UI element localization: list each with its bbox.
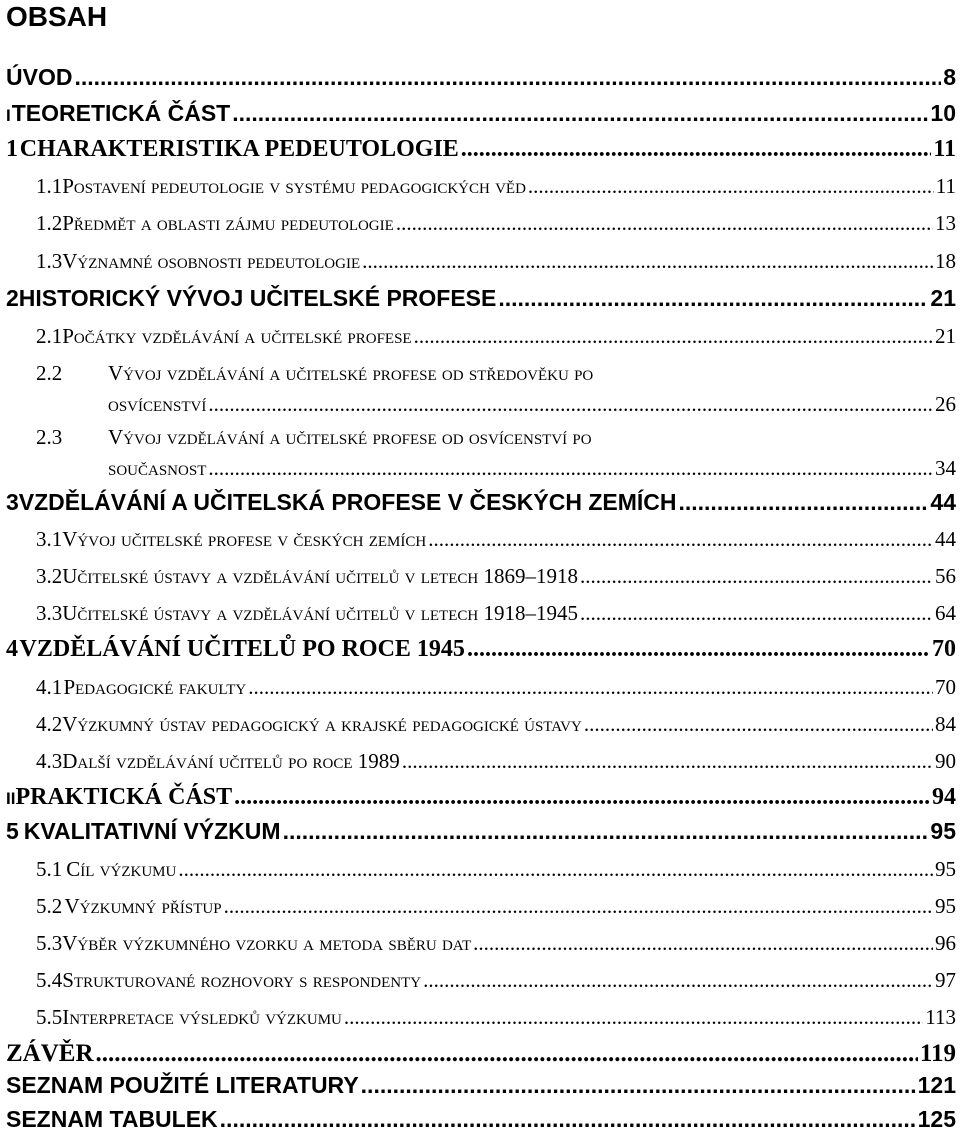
toc-entry-section-2-3-cont[interactable]: současnost ..... 34 [108, 456, 956, 481]
toc-entry-chapter-2[interactable]: 2 HISTORICKÝ VÝVOJ UČITELSKÉ PROFESE ..... 21 [6, 285, 956, 312]
toc-entry-section-4-1[interactable]: 4.1 Pedagogické fakulty ..... 70 [6, 675, 956, 700]
toc-entry-part-2[interactable]: II PRAKTICKÁ ČÁST ..... 94 [6, 784, 956, 811]
toc-entry-section-1-1[interactable]: 1.1 Postavení pedeutologie v systému pedagogických věd ..... 11 [6, 174, 956, 199]
toc-entry-section-5-3[interactable]: 5.3 Výběr výzkumného vzorku a metoda sběru dat ..... 96 [6, 931, 956, 956]
toc-entry-section-4-3[interactable]: 4.3 Další vzdělávání učitelů po roce 1989 ..... 90 [6, 749, 956, 774]
toc-entry-part-1[interactable]: I TEORETICKÁ ČÁST ..... 10 [6, 100, 956, 127]
toc-entry-uvod[interactable]: ÚVOD ..... 8 [6, 64, 956, 91]
toc-entry-chapter-3[interactable]: 3 VZDĚLÁVÁNÍ A UČITELSKÁ PROFESE V ČESKÝCH ZEMÍCH ..... 44 [6, 489, 956, 516]
toc-entry-section-5-2[interactable]: 5.2 Výzkumný přístup ..... 95 [6, 894, 956, 919]
toc-entry-section-1-2[interactable]: 1.2 Předmět a oblasti zájmu pedeutologie ..... 13 [6, 211, 956, 236]
toc-entry-tabulky[interactable]: SEZNAM TABULEK ..... 125 [6, 1106, 956, 1133]
toc-entry-section-4-2[interactable]: 4.2 Výzkumný ústav pedagogický a krajské pedagogické ústavy ..... 84 [6, 712, 956, 737]
table-of-contents [6, 0, 956, 1135]
toc-entry-section-5-1[interactable]: 5.1 Cíl výzkumu ..... 95 [6, 857, 956, 882]
toc-entry-section-3-1[interactable]: 3.1 Vývoj učitelské profese v českých zemích ..... 44 [6, 527, 956, 552]
toc-entry-section-5-4[interactable]: 5.4 Strukturované rozhovory s respondenty ..... 97 [6, 968, 956, 993]
page-title: OBSAH [6, 1, 108, 32]
toc-entry-section-3-2[interactable]: 3.2 Učitelské ústavy a vzdělávání učitelů v letech 1869–1918 ..... 56 [6, 564, 956, 589]
toc-entry-chapter-1[interactable]: 1 CHARAKTERISTIKA PEDEUTOLOGIE ..... 11 [6, 136, 956, 163]
toc-entry-section-3-3[interactable]: 3.3 Učitelské ústavy a vzdělávání učitelů v letech 1918–1945 ..... 64 [6, 601, 956, 626]
toc-entry-zaver[interactable]: ZÁVĚR ..... 119 [6, 1040, 956, 1068]
toc-entry-section-2-2[interactable]: 2.2 Vývoj vzdělávání a učitelské profese od středověku po [36, 361, 594, 385]
toc-entry-section-2-3[interactable]: 2.3 Vývoj vzdělávání a učitelské profese od osvícenství po [36, 425, 592, 449]
toc-entry-section-1-3[interactable]: 1.3 Významné osobnosti pedeutologie ..... 18 [6, 249, 956, 274]
toc-entry-section-2-1[interactable]: 2.1 Počátky vzdělávání a učitelské profese ..... 21 [6, 324, 956, 349]
toc-entry-chapter-4[interactable]: 4 VZDĚLÁVÁNÍ UČITELŮ PO ROCE 1945 ..... 70 [6, 636, 956, 663]
toc-entry-section-2-2-cont[interactable]: osvícenství ..... 26 [108, 392, 956, 417]
toc-entry-chapter-5[interactable]: 5 KVALITATIVNÍ VÝZKUM ..... 95 [6, 818, 956, 845]
toc-entry-literatura[interactable]: SEZNAM POUŽITÉ LITERATURY ..... 121 [6, 1072, 956, 1099]
toc-entry-section-5-5[interactable]: 5.5 Interpretace výsledků výzkumu ..... 113 [6, 1005, 956, 1030]
